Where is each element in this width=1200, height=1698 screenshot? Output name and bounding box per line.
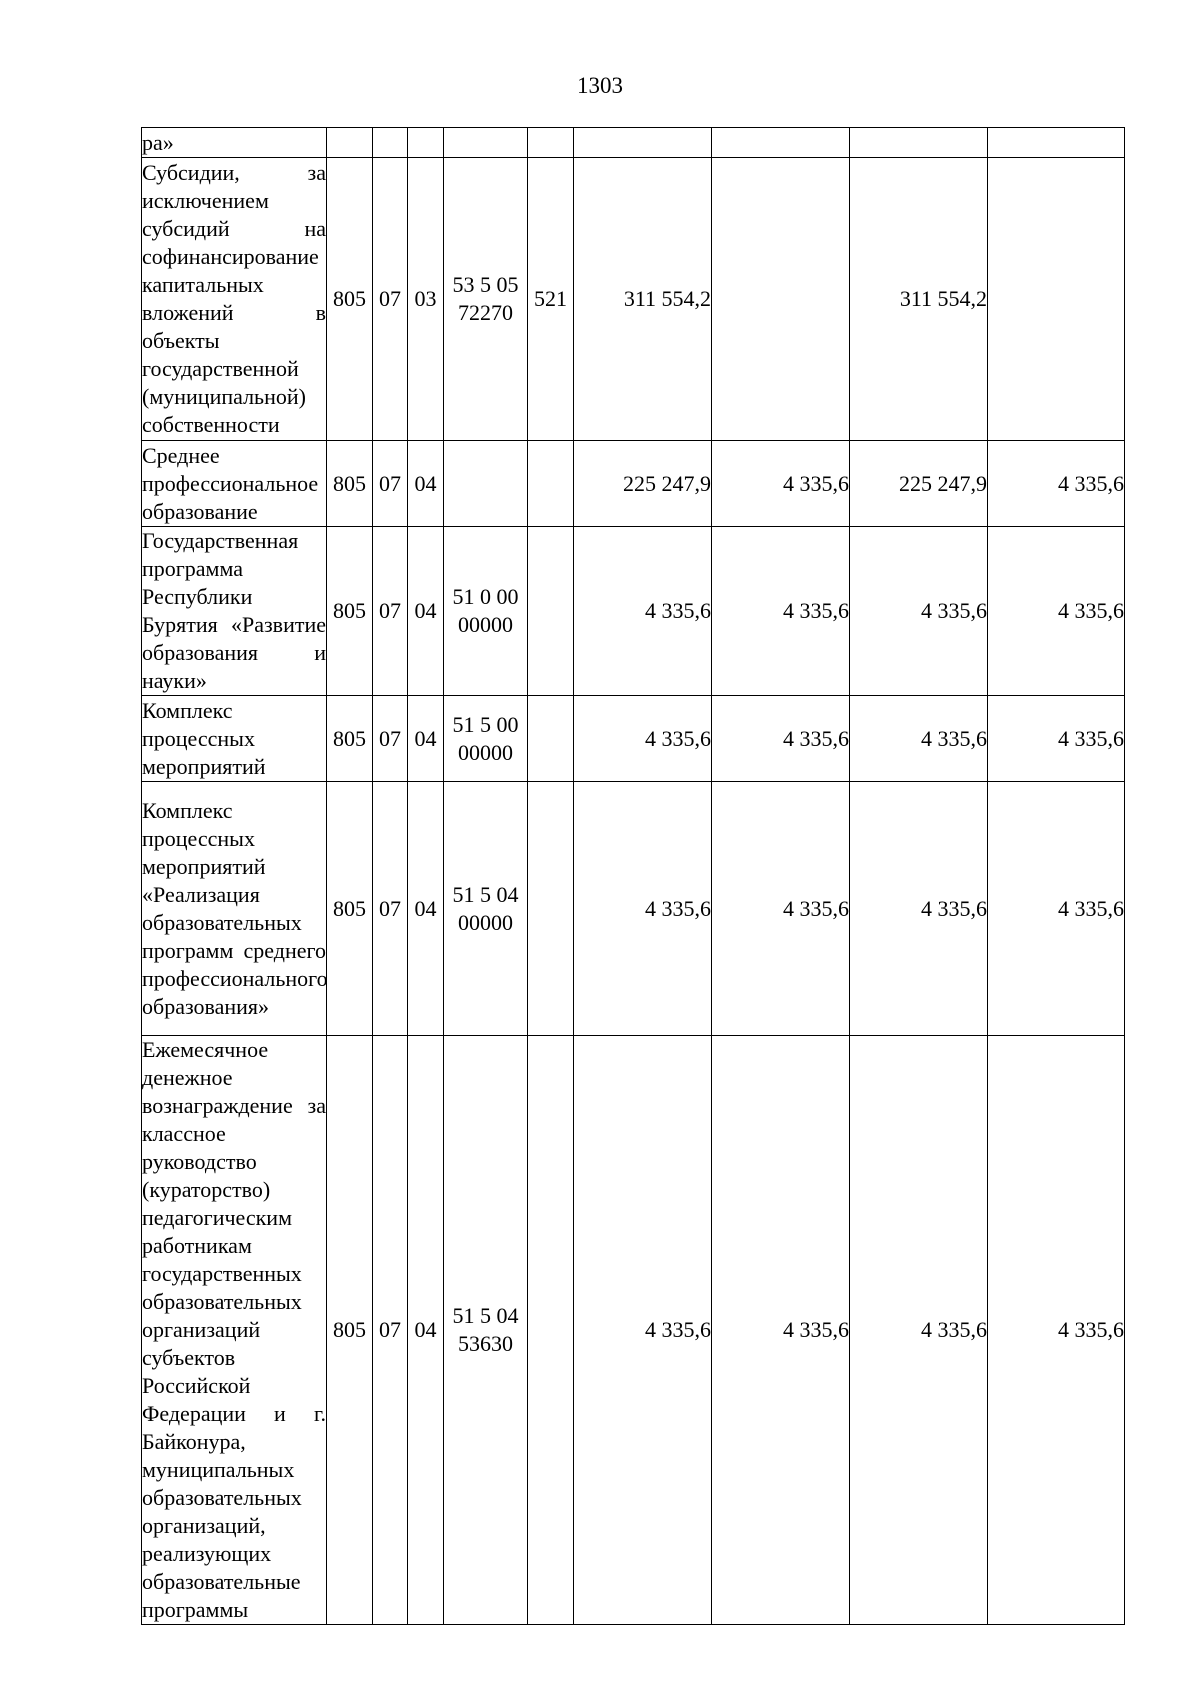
row-name: Государственная программа Республики Бурятия «Развитие образования и науки» <box>142 527 327 696</box>
subsection-code: 04 <box>408 1036 444 1625</box>
row-name: Среднее профессиональное образование <box>142 441 327 527</box>
grbs-code <box>327 128 373 158</box>
amount-cell: 225 247,9 <box>574 441 712 527</box>
table-row <box>142 782 1125 1036</box>
table-row <box>142 696 1125 782</box>
amount-cell: 4 335,6 <box>988 1036 1125 1625</box>
expense-type-code <box>528 128 574 158</box>
target-code: 51 5 04 53630 <box>444 1036 528 1625</box>
amount-cell: 4 335,6 <box>712 1036 850 1625</box>
subsection-code <box>408 128 444 158</box>
expense-type-code <box>528 1036 574 1625</box>
expense-type-code <box>528 696 574 782</box>
amount-cell: 4 335,6 <box>574 696 712 782</box>
amount-cell: 4 335,6 <box>574 1036 712 1625</box>
subsection-code: 04 <box>408 782 444 1036</box>
expense-type-code: 521 <box>528 158 574 441</box>
table-row <box>142 441 1125 527</box>
amount-cell: 4 335,6 <box>850 782 988 1036</box>
section-code: 07 <box>373 1036 408 1625</box>
grbs-code: 805 <box>327 782 373 1036</box>
section-code: 07 <box>373 782 408 1036</box>
page-number: 1303 <box>577 73 623 98</box>
budget-table <box>141 127 1125 1625</box>
row-name: Ежемесячное денежное вознаграждение за классное руководство (кураторство) педагогическим работникам государственных образовательных организаций субъектов Российской Федерации и г. Байконура, муниципальных образовательных организаций, реализующих образовательные программы <box>142 1036 327 1625</box>
amount-cell: 4 335,6 <box>712 782 850 1036</box>
amount-cell: 4 335,6 <box>712 696 850 782</box>
subsection-code: 04 <box>408 696 444 782</box>
grbs-code: 805 <box>327 441 373 527</box>
expense-type-code <box>528 441 574 527</box>
grbs-code: 805 <box>327 158 373 441</box>
section-code: 07 <box>373 441 408 527</box>
section-code: 07 <box>373 527 408 696</box>
expense-type-code <box>528 527 574 696</box>
amount-cell <box>850 128 988 158</box>
target-code: 53 5 05 72270 <box>444 158 528 441</box>
target-code: 51 0 00 00000 <box>444 527 528 696</box>
amount-cell: 311 554,2 <box>574 158 712 441</box>
section-code: 07 <box>373 158 408 441</box>
amount-cell <box>988 128 1125 158</box>
table-row <box>142 128 1125 158</box>
subsection-code: 03 <box>408 158 444 441</box>
table-row <box>142 158 1125 441</box>
subsection-code: 04 <box>408 527 444 696</box>
table-row <box>142 1036 1125 1625</box>
row-name: Комплекс процессных мероприятий <box>142 696 327 782</box>
row-name: ра» <box>142 128 327 158</box>
table-row <box>142 527 1125 696</box>
target-code: 51 5 04 00000 <box>444 782 528 1036</box>
amount-cell: 4 335,6 <box>712 527 850 696</box>
grbs-code: 805 <box>327 696 373 782</box>
amount-cell: 4 335,6 <box>712 441 850 527</box>
grbs-code: 805 <box>327 1036 373 1625</box>
row-name: Комплекс процессных мероприятий «Реализация образовательных программ среднего профессионального образования» <box>142 782 327 1036</box>
amount-cell: 4 335,6 <box>988 782 1125 1036</box>
amount-cell: 311 554,2 <box>850 158 988 441</box>
amount-cell: 4 335,6 <box>574 782 712 1036</box>
amount-cell: 225 247,9 <box>850 441 988 527</box>
target-code <box>444 441 528 527</box>
amount-cell <box>712 158 850 441</box>
expense-type-code <box>528 782 574 1036</box>
section-code <box>373 128 408 158</box>
grbs-code: 805 <box>327 527 373 696</box>
target-code: 51 5 00 00000 <box>444 696 528 782</box>
amount-cell <box>988 158 1125 441</box>
amount-cell: 4 335,6 <box>574 527 712 696</box>
amount-cell <box>712 128 850 158</box>
amount-cell: 4 335,6 <box>850 527 988 696</box>
amount-cell: 4 335,6 <box>988 696 1125 782</box>
amount-cell: 4 335,6 <box>850 696 988 782</box>
amount-cell: 4 335,6 <box>988 441 1125 527</box>
amount-cell: 4 335,6 <box>988 527 1125 696</box>
subsection-code: 04 <box>408 441 444 527</box>
target-code <box>444 128 528 158</box>
amount-cell <box>574 128 712 158</box>
row-name: Субсидии, за исключением субсидий на софинансирование капитальных вложений в объекты государственной (муниципальной) собственности <box>142 158 327 441</box>
section-code: 07 <box>373 696 408 782</box>
amount-cell: 4 335,6 <box>850 1036 988 1625</box>
